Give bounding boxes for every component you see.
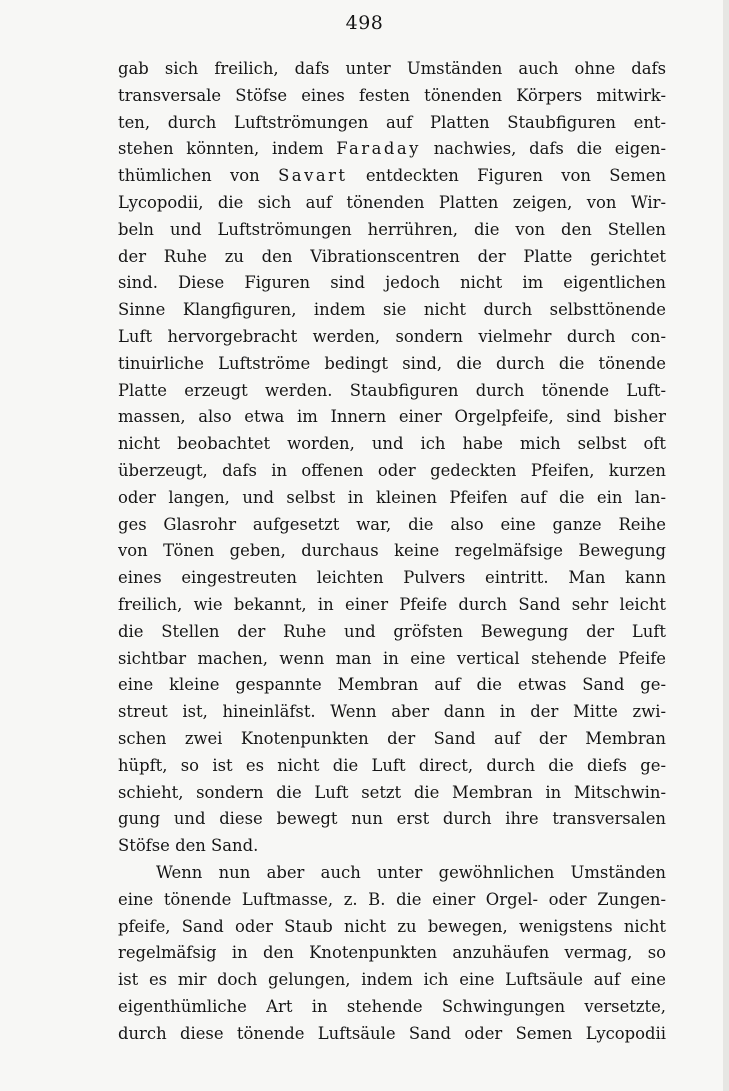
name-faraday: Faraday <box>336 139 421 159</box>
text-line: Sinne Klangfiguren, indem sie nicht durch selbsttönende <box>118 300 666 320</box>
text-line: regelmäfsig in den Knotenpunkten anzuhäufen vermag, so <box>118 943 666 963</box>
text-line: streut ist, hineinläfst. Wenn aber dann in der Mitte zwi- <box>118 702 666 722</box>
paragraph-1 <box>118 56 666 860</box>
text-line: der Ruhe zu den Vibrationscentren der Platte gerichtet <box>118 246 666 266</box>
text-line: Lycopodii, die sich auf tönenden Platten zeigen, von Wir- <box>118 192 666 212</box>
text-line: gung und diese bewegt nun erst durch ihre transversalen <box>118 809 666 829</box>
text-line: eine kleine gespannte Membran auf die etwas Sand ge- <box>118 675 666 695</box>
text-line: von Tönen geben, durchaus keine regelmäfsige Bewegung <box>118 541 666 561</box>
text-line: tinuirliche Luftströme bedingt sind, die durch die tönende <box>118 353 666 373</box>
text-line: beln und Luftströmungen herrühren, die von den Stellen <box>118 219 666 239</box>
text-line: Luft hervorgebracht werden, sondern vielmehr durch con- <box>118 326 666 346</box>
text-line: pfeife, Sand oder Staub nicht zu bewegen, wenigstens nicht <box>118 916 666 936</box>
name-savart: Savart <box>278 166 348 186</box>
scan-edge <box>723 0 729 1091</box>
text-line <box>118 163 666 190</box>
text-line: hüpft, so ist es nicht die Luft direct, durch die diefs ge- <box>118 755 666 775</box>
text-line: oder langen, und selbst in kleinen Pfeifen auf die ein lan- <box>118 487 666 507</box>
text-line: transversale Stöfse eines festen tönenden Körpers mitwirk- <box>118 85 666 105</box>
text-line: massen, also etwa im Innern einer Orgelpfeife, sind bisher <box>118 407 666 427</box>
text-line: sind. Diese Figuren sind jedoch nicht im eigentlichen <box>118 273 666 293</box>
text-line: sichtbar machen, wenn man in eine vertical stehende Pfeife <box>118 648 666 668</box>
text-line: ist es mir doch gelungen, indem ich eine Luftsäule auf eine <box>118 970 666 990</box>
paragraph-2 <box>118 860 666 1048</box>
text-line: Wenn nun aber auch unter gewöhnlichen Umständen <box>156 862 666 882</box>
text-line: nicht beobachtet worden, und ich habe mich selbst oft <box>118 434 666 454</box>
text-line: eigenthümliche Art in stehende Schwingungen versetzte, <box>118 996 666 1016</box>
text-line: überzeugt, dafs in offenen oder gedeckten Pfeifen, kurzen <box>118 460 666 480</box>
text-fragment: nachwies, dafs die eigen- <box>420 139 666 159</box>
text-line <box>118 136 666 163</box>
text-line: eines eingestreuten leichten Pulvers eintritt. Man kann <box>118 568 666 588</box>
text-line: Platte erzeugt werden. Staubfiguren durch tönende Luft- <box>118 380 666 400</box>
text-line: die Stellen der Ruhe und gröfsten Bewegung der Luft <box>118 621 666 641</box>
text-line: ten, durch Luftströmungen auf Platten Staubfiguren ent- <box>118 112 666 132</box>
body-text <box>118 56 666 1047</box>
text-line: gab sich freilich, dafs unter Umständen auch ohne dafs <box>118 59 666 78</box>
text-line: freilich, wie bekannt, in einer Pfeife durch Sand sehr leicht <box>118 594 666 614</box>
text-line: ges Glasrohr aufgesetzt war, die also eine ganze Reihe <box>118 514 666 534</box>
text-fragment: stehen könnten, indem <box>118 139 337 159</box>
text-line: schen zwei Knotenpunkten der Sand auf der Membran <box>118 728 666 748</box>
text-fragment: entdeckten Figuren von Semen <box>347 166 666 186</box>
text-line: Stöfse den Sand. <box>118 836 259 856</box>
page-number: 498 <box>345 12 384 34</box>
text-fragment: thümlichen von <box>118 166 279 186</box>
text-line: durch diese tönende Luftsäule Sand oder Semen Lycopodii <box>118 1023 666 1043</box>
text-line: schieht, sondern die Luft setzt die Membran in Mitschwin- <box>118 782 666 802</box>
text-line: eine tönende Luftmasse, z. B. die einer Orgel- oder Zungen- <box>118 889 666 909</box>
